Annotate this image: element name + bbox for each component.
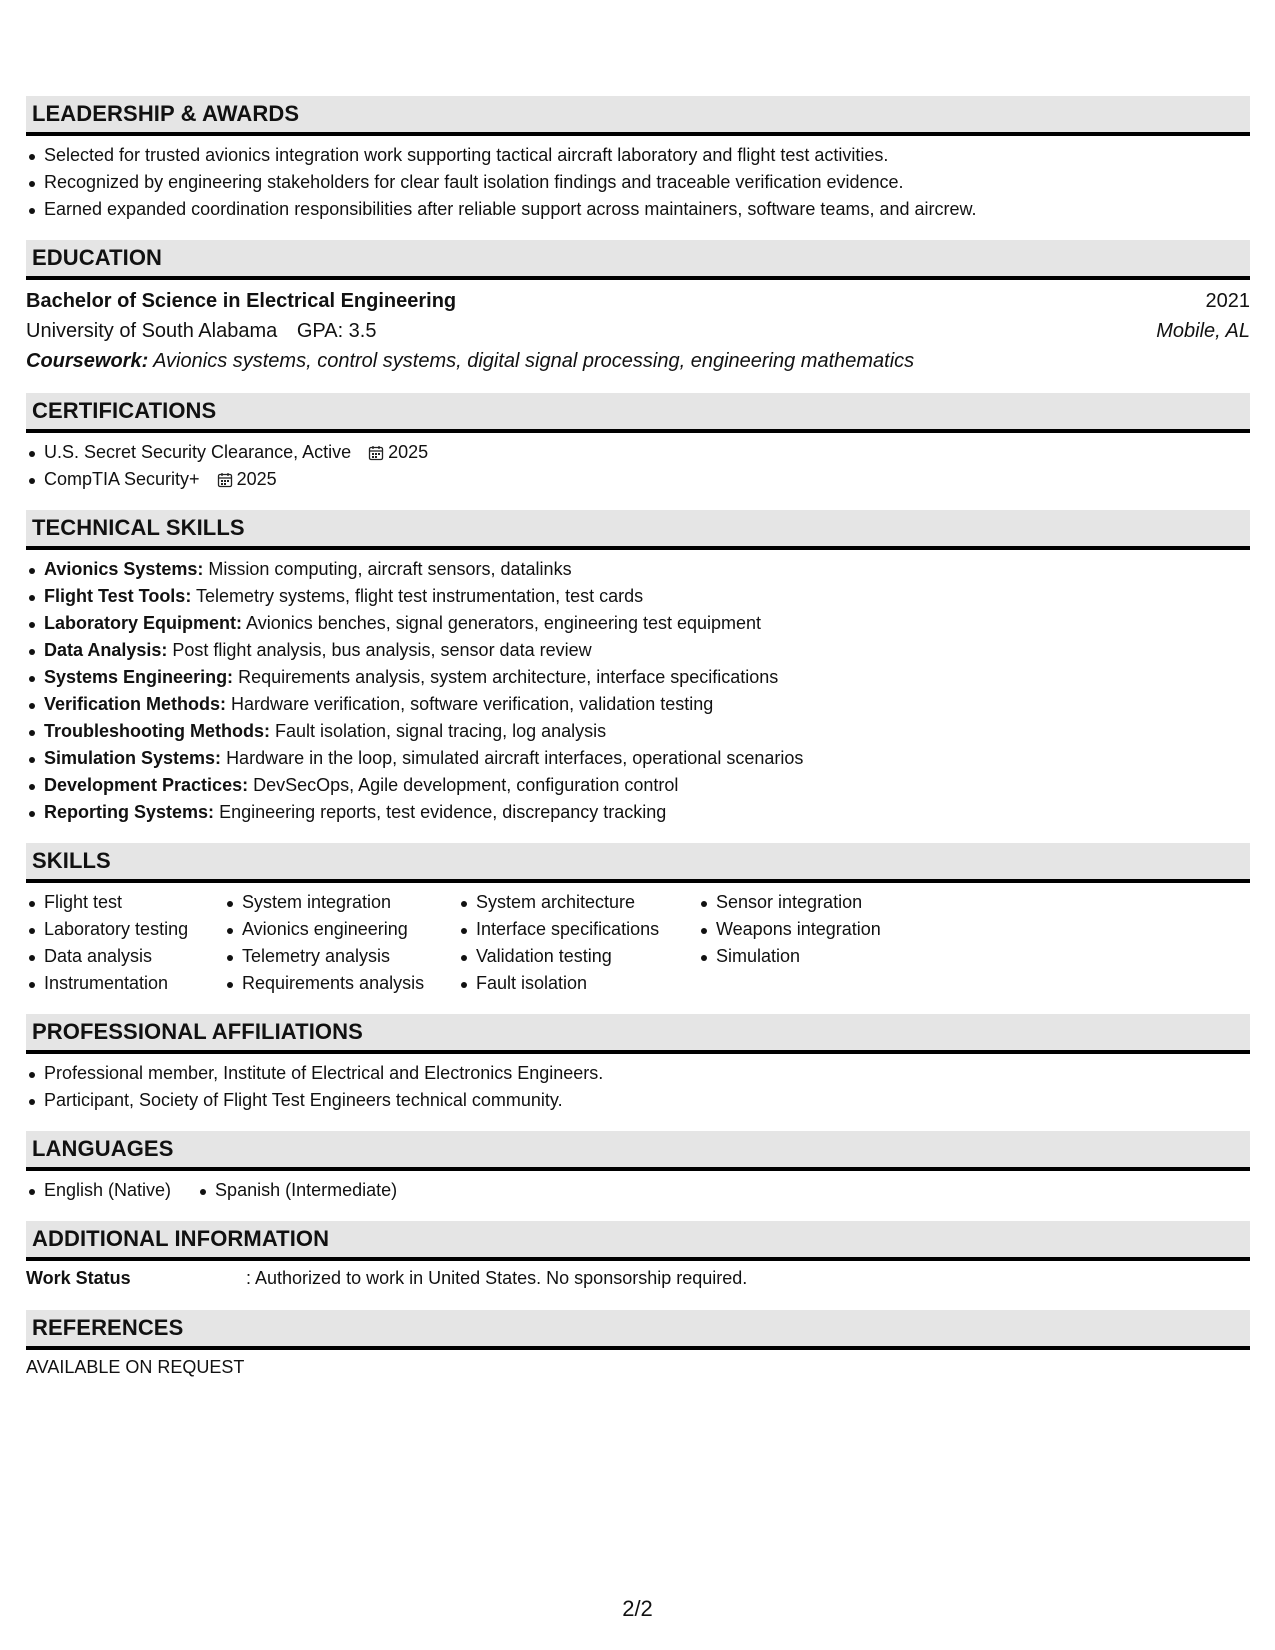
work-status-value: : Authorized to work in United States. No sponsorship required. <box>246 1268 748 1288</box>
coursework-label: Coursework: <box>26 350 149 372</box>
skill-category: Data Analysis: <box>44 640 168 660</box>
skill-category: Simulation Systems: <box>44 748 222 768</box>
work-status-row <box>26 1263 1250 1293</box>
affiliations-list <box>26 1060 1250 1114</box>
skill-detail: Requirements analysis, system architecture, interface specifications <box>238 667 779 687</box>
skill-category: Laboratory Equipment: <box>44 613 243 633</box>
skill-category: Troubleshooting Methods: <box>44 721 270 741</box>
languages-list <box>26 1177 1250 1204</box>
list-item <box>26 745 1250 772</box>
list-item: English (Native) <box>26 1177 171 1204</box>
skill-detail: Hardware in the loop, simulated aircraft interfaces, operational scenarios <box>226 748 804 768</box>
list-item: Interface specifications <box>458 916 698 943</box>
skills-column <box>458 889 698 997</box>
section-title: REFERENCES <box>26 1310 1250 1350</box>
list-item: Selected for trusted avionics integration work supporting tactical aircraft laboratory and flight test activities. <box>26 142 1250 169</box>
cert-name: U.S. Secret Security Clearance, Active <box>44 442 352 462</box>
list-item <box>26 718 1250 745</box>
leadership-list <box>26 142 1250 223</box>
calendar-icon <box>217 472 233 488</box>
list-item: Recognized by engineering stakeholders for clear fault isolation findings and traceable verification evidence. <box>26 169 1250 196</box>
section-title: TECHNICAL SKILLS <box>26 510 1250 550</box>
section-title: PROFESSIONAL AFFILIATIONS <box>26 1014 1250 1054</box>
school-location: Mobile, AL <box>1156 320 1250 342</box>
skill-category: Reporting Systems: <box>44 802 215 822</box>
cert-year: 2025 <box>388 442 429 462</box>
skill-detail: Post flight analysis, bus analysis, sensor data review <box>172 640 592 660</box>
list-item: Instrumentation <box>26 970 224 997</box>
skills-column <box>698 889 938 997</box>
certifications-section <box>26 393 1250 493</box>
graduation-year: 2021 <box>1205 290 1250 312</box>
skill-category: Verification Methods: <box>44 694 227 714</box>
list-item: Professional member, Institute of Electrical and Electronics Engineers. <box>26 1060 1250 1087</box>
skill-detail: DevSecOps, Agile development, configuration control <box>253 775 679 795</box>
technical-skills-list <box>26 556 1250 826</box>
section-title: EDUCATION <box>26 240 1250 280</box>
list-item: Validation testing <box>458 943 698 970</box>
technical-skills-section <box>26 510 1250 826</box>
list-item <box>26 610 1250 637</box>
list-item <box>26 691 1250 718</box>
list-item <box>26 466 1250 493</box>
calendar-icon <box>368 445 384 461</box>
additional-info-section <box>26 1221 1250 1293</box>
skill-category: Systems Engineering: <box>44 667 234 687</box>
cert-year: 2025 <box>236 469 277 489</box>
skill-detail: Engineering reports, test evidence, discrepancy tracking <box>219 802 667 822</box>
list-item: Simulation <box>698 943 938 970</box>
degree-name: Bachelor of Science in Electrical Engineering <box>26 290 457 312</box>
coursework-text: Avionics systems, control systems, digital signal processing, engineering mathematics <box>153 350 915 372</box>
references-text: AVAILABLE ON REQUEST <box>26 1357 245 1377</box>
list-item <box>26 664 1250 691</box>
cert-name: CompTIA Security+ <box>44 469 200 489</box>
certifications-list <box>26 439 1250 493</box>
school-name: University of South Alabama <box>26 320 278 342</box>
skill-detail: Mission computing, aircraft sensors, datalinks <box>208 559 572 579</box>
skill-category: Avionics Systems: <box>44 559 204 579</box>
list-item: Sensor integration <box>698 889 938 916</box>
leadership-section <box>26 96 1250 223</box>
list-item: System integration <box>224 889 458 916</box>
list-item: Earned expanded coordination responsibilities after reliable support across maintainers, software teams, and aircrew. <box>26 196 1250 223</box>
section-title: ADDITIONAL INFORMATION <box>26 1221 1250 1261</box>
list-item: Data analysis <box>26 943 224 970</box>
affiliations-section <box>26 1014 1250 1114</box>
skills-section <box>26 843 1250 997</box>
page-number: 2/2 <box>622 1596 653 1621</box>
list-item <box>26 439 1250 466</box>
list-item: Spanish (Intermediate) <box>197 1177 397 1204</box>
skills-column <box>26 889 224 997</box>
list-item <box>26 583 1250 610</box>
section-title: CERTIFICATIONS <box>26 393 1250 433</box>
skill-category: Flight Test Tools: <box>44 586 192 606</box>
education-section <box>26 240 1250 376</box>
skill-detail: Avionics benches, signal generators, engineering test equipment <box>246 613 762 633</box>
list-item: Telemetry analysis <box>224 943 458 970</box>
resume-page <box>26 96 1250 1399</box>
skill-detail: Fault isolation, signal tracing, log analysis <box>275 721 607 741</box>
section-title: LEADERSHIP & AWARDS <box>26 96 1250 136</box>
list-item: Laboratory testing <box>26 916 224 943</box>
skills-column <box>224 889 458 997</box>
list-item: System architecture <box>458 889 698 916</box>
list-item: Requirements analysis <box>224 970 458 997</box>
list-item: Avionics engineering <box>224 916 458 943</box>
list-item <box>26 556 1250 583</box>
coursework <box>26 346 1250 376</box>
list-item: Fault isolation <box>458 970 698 997</box>
work-status-label: Work Status <box>26 1268 131 1288</box>
section-title: LANGUAGES <box>26 1131 1250 1171</box>
skill-detail: Telemetry systems, flight test instrumentation, test cards <box>196 586 644 606</box>
gpa: GPA: 3.5 <box>296 320 377 342</box>
list-item <box>26 799 1250 826</box>
section-title: SKILLS <box>26 843 1250 883</box>
list-item: Flight test <box>26 889 224 916</box>
skill-detail: Hardware verification, software verification, validation testing <box>231 694 714 714</box>
languages-section <box>26 1131 1250 1204</box>
list-item: Weapons integration <box>698 916 938 943</box>
references-section <box>26 1310 1250 1382</box>
skills-grid <box>26 889 1250 997</box>
list-item: Participant, Society of Flight Test Engineers technical community. <box>26 1087 1250 1114</box>
list-item <box>26 772 1250 799</box>
skill-category: Development Practices: <box>44 775 249 795</box>
list-item <box>26 637 1250 664</box>
